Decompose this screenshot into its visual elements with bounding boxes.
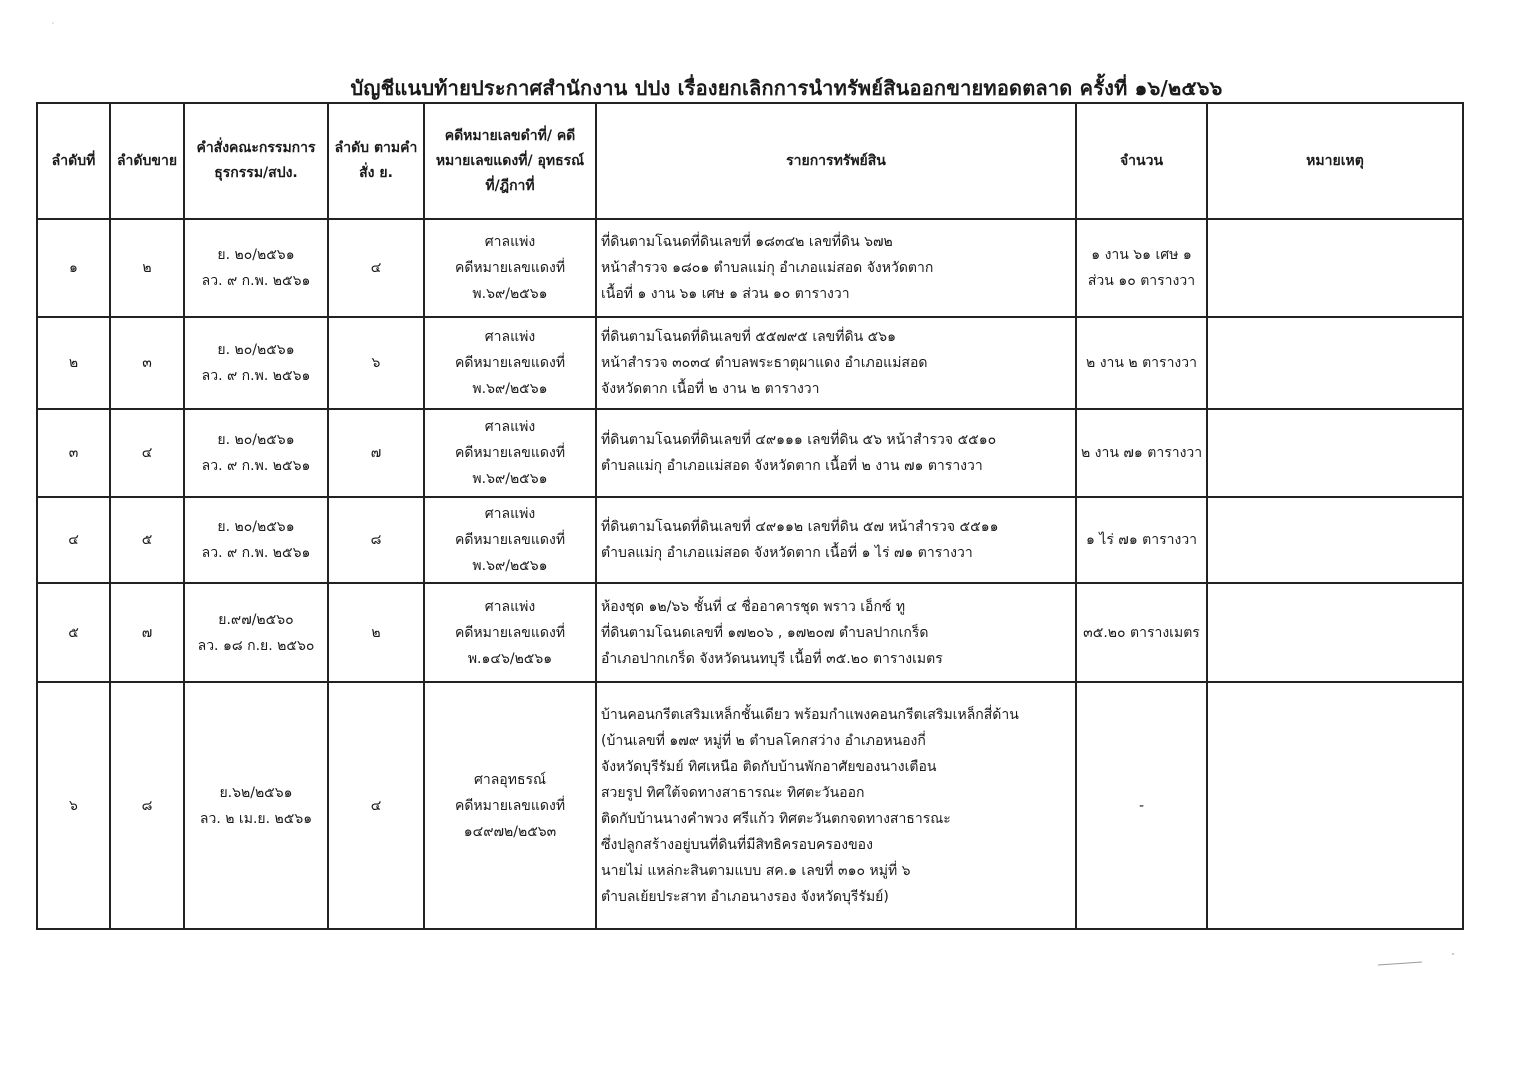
cell-case-line: พ.๖๙/๒๕๖๑ [472,558,548,574]
cell-amount-line: ๒ งาน ๒ ตารางวา [1086,355,1197,371]
header-order-line: ธุรกรรม/สปง. [214,165,298,181]
cell-case [424,317,596,409]
cell-order-line: ย. ๒๐/๒๕๖๑ [217,519,295,535]
cell-order [184,317,328,409]
cell-order [184,409,328,497]
cell-asset-line: หน้าสำรวจ ๓๐๓๔ ตำบลพระธาตุผาแดง อำเภอแม่สอด [601,355,928,371]
cell-amount-line: ๓๕.๒๐ ตารางเมตร [1083,624,1200,641]
asset-cancellation-table [36,102,1464,930]
cell-case-line: ศาลแพ่ง [484,506,536,522]
cell-asset-line: ห้องชุด ๑๒/๖๖ ชั้นที่ ๔ ชื่ออาคารชุด พราว เอ็กซ์ ทู [601,598,906,615]
header-case-line: อุทธรณ์ที่/ฎีกาที่ [485,152,585,194]
cell-asset-line: ที่ดินตามโฉนดที่ดินเลขที่ ๔๙๑๑๑ เลขที่ดิน ๕๖ หน้าสำรวจ ๕๕๑๐ [601,432,997,448]
cell-remark [1207,219,1463,317]
cell-no: ๒ [37,317,110,409]
cell-case-line: คดีหมายเลขแดงที่ [454,624,566,641]
cell-case-line: ศาลแพ่ง [484,598,536,615]
cell-remark [1207,583,1463,682]
cell-amount [1076,583,1207,682]
scan-dot [52,22,54,24]
header-case-line: คดีหมายเลขแดงที่/ [435,127,576,169]
cell-seq: ๒ [328,583,424,682]
cell-order-line: ลว. ๙ ก.พ. ๒๕๖๑ [201,458,311,474]
cell-asset-line: หน้าสำรวจ ๑๘๐๑ ตำบลแม่กุ อำเภอแม่สอด จังหวัดตาก [601,260,934,276]
cell-order-line: ลว. ๒ เม.ย. ๒๕๖๑ [199,810,313,827]
header-seq-line: ตามคำสั่ง ย. [359,140,418,181]
cell-order-line: ย. ๒๐/๒๕๖๑ [217,432,295,448]
cell-amount-line: ๒ งาน ๗๑ ตารางวา [1081,445,1203,461]
cell-order-line: ย.๖๒/๒๕๖๑ [219,784,293,801]
cell-remark [1207,682,1463,929]
header-seq [328,103,424,219]
cell-asset [596,682,1076,929]
cell-asset-line: (บ้านเลขที่ ๑๗๙ หมู่ที่ ๒ ตำบลโคกสว่าง อำเภอหนองกี่ [601,732,926,749]
cell-case-line: ๑๔๙๗๒/๒๕๖๓ [463,823,557,840]
cell-remark [1207,317,1463,409]
cell-order-line: ลว. ๙ ก.พ. ๒๕๖๑ [201,273,311,289]
table-row [37,583,1463,682]
header-case [424,103,596,219]
table-row [37,497,1463,583]
cell-case [424,219,596,317]
cell-sale-no: ๕ [110,497,184,583]
cell-asset [596,317,1076,409]
header-order-line: คำสั่งคณะกรรมการ [196,140,316,156]
cell-asset-line: ตำบลเย้ยประสาท อำเภอนางรอง จังหวัดบุรีรัมย์) [601,888,889,905]
cell-asset-line: ติดกับบ้านนางคำพวง ศรีแก้ว ทิศตะวันตกจดทางสาธารณะ [601,810,951,827]
cell-order [184,682,328,929]
scan-dot [1452,953,1454,955]
cell-case-line: ศาลแพ่ง [484,329,536,345]
cell-case-line: พ.๑๔๖/๒๕๖๑ [467,650,553,667]
cell-no: ๑ [37,219,110,317]
document-title: บัญชีแนบท้ายประกาศสำนักงาน ปปง เรื่องยกเลิกการนำทรัพย์สินออกขายทอดตลาด ครั้งที่ ๑๖/๒๕๖๖ [350,76,1223,100]
cell-asset-line: ที่ดินตามโฉนดเลขที่ ๑๗๒๐๖ , ๑๗๒๐๗ ตำบลปากเกร็ด [601,624,929,641]
cell-amount [1076,317,1207,409]
cell-order [184,497,328,583]
header-seq-line: ลำดับ [334,140,370,156]
cell-no: ๕ [37,583,110,682]
cell-amount-line: - [1138,797,1145,814]
table-row [37,317,1463,409]
cell-case-line: ศาลแพ่ง [484,234,536,250]
cell-remark [1207,409,1463,497]
cell-case-line: คดีหมายเลขแดงที่ [454,797,566,814]
cell-order-line: ย.๙๗/๒๕๖๐ [218,611,294,628]
cell-asset-line: นายไม่ แหล่กะสินตามแบบ สค.๑ เลขที่ ๓๑๐ หมู่ที่ ๖ [601,862,911,879]
cell-amount-line: ๑ งาน ๖๑ เศษ ๑ [1091,247,1192,263]
table-row [37,682,1463,929]
cell-asset-line: ตำบลแม่กุ อำเภอแม่สอด จังหวัดตาก เนื้อที่ ๒ งาน ๗๑ ตารางวา [601,458,983,474]
cell-asset-line: ซึ่งปลูกสร้างอยู่บนที่ดินที่มีสิทธิครอบครองของ [601,836,873,853]
cell-amount [1076,682,1207,929]
cell-case-line: คดีหมายเลขแดงที่ [454,260,566,276]
cell-case-line: พ.๖๙/๒๕๖๑ [472,381,548,397]
header-asset: รายการทรัพย์สิน [596,103,1076,219]
cell-case-line: ศาลแพ่ง [484,419,536,435]
cell-case [424,497,596,583]
cell-no: ๔ [37,497,110,583]
cell-asset [596,409,1076,497]
cell-asset-line: ตำบลแม่กุ อำเภอแม่สอด จังหวัดตาก เนื้อที่ ๑ ไร่ ๗๑ ตารางวา [601,545,973,561]
cell-order [184,583,328,682]
header-sale-no: ลำดับขาย [110,103,184,219]
cell-seq: ๘ [328,497,424,583]
cell-amount [1076,219,1207,317]
cell-case-line: คดีหมายเลขแดงที่ [454,532,566,548]
cell-no: ๖ [37,682,110,929]
cell-case [424,583,596,682]
header-order [184,103,328,219]
table-row [37,219,1463,317]
cell-seq: ๔ [328,219,424,317]
cell-asset-line: ที่ดินตามโฉนดที่ดินเลขที่ ๑๘๓๔๒ เลขที่ดิน ๖๗๒ [601,234,893,250]
cell-asset-line: ที่ดินตามโฉนดที่ดินเลขที่ ๔๙๑๑๒ เลขที่ดิน ๕๗ หน้าสำรวจ ๕๕๑๑ [601,519,999,535]
cell-asset-line: บ้านคอนกรีตเสริมเหล็กชั้นเดียว พร้อมกำแพงคอนกรีตเสริมเหล็กสี่ด้าน [601,706,1019,723]
table-body [37,219,1463,929]
cell-seq: ๗ [328,409,424,497]
header-amount: จำนวน [1076,103,1207,219]
cell-asset [596,583,1076,682]
cell-order-line: ย. ๒๐/๒๕๖๑ [217,247,295,263]
cell-order-line: ลว. ๑๘ ก.ย. ๒๕๖๐ [197,637,315,654]
cell-amount [1076,409,1207,497]
cell-remark [1207,497,1463,583]
cell-asset-line: จังหวัดบุรีรัมย์ ทิศเหนือ ติดกับบ้านพักอาศัยของนางเตือน [601,758,937,775]
header-case-line: คดีหมายเลขดำที่/ [444,127,552,144]
cell-seq: ๔ [328,682,424,929]
cell-order-line: ลว. ๙ ก.พ. ๒๕๖๑ [201,368,311,384]
cell-sale-no: ๒ [110,219,184,317]
cell-asset [596,497,1076,583]
cell-sale-no: ๓ [110,317,184,409]
cell-asset-line: เนื้อที่ ๑ งาน ๖๑ เศษ ๑ ส่วน ๑๐ ตารางวา [601,286,850,302]
cell-case-line: พ.๖๙/๒๕๖๑ [472,286,548,302]
cell-case-line: ศาลอุทธรณ์ [473,771,547,788]
cell-no: ๓ [37,409,110,497]
cell-order [184,219,328,317]
table-header-row [37,103,1463,219]
header-no: ลำดับที่ [37,103,110,219]
scan-mark [1378,961,1422,966]
cell-sale-no: ๘ [110,682,184,929]
cell-seq: ๖ [328,317,424,409]
cell-amount [1076,497,1207,583]
cell-case [424,682,596,929]
cell-amount-line: ๑ ไร่ ๗๑ ตารางวา [1085,532,1198,548]
cell-order-line: ย. ๒๐/๒๕๖๑ [217,342,295,358]
cell-case [424,409,596,497]
cell-asset [596,219,1076,317]
cell-sale-no: ๔ [110,409,184,497]
cell-asset-line: สวยรูป ทิศใต้จดทางสาธารณะ ทิศตะวันออก [601,784,865,801]
header-remark: หมายเหตุ [1207,103,1463,219]
cell-order-line: ลว. ๙ ก.พ. ๒๕๖๑ [201,545,311,561]
cell-asset-line: อำเภอปากเกร็ด จังหวัดนนทบุรี เนื้อที่ ๓๕.๒๐ ตารางเมตร [601,650,943,667]
cell-amount-line: ส่วน ๑๐ ตารางวา [1087,273,1196,289]
cell-case-line: พ.๖๙/๒๕๖๑ [472,471,548,487]
cell-case-line: คดีหมายเลขแดงที่ [454,355,566,371]
cell-sale-no: ๗ [110,583,184,682]
cell-asset-line: ที่ดินตามโฉนดที่ดินเลขที่ ๕๕๗๙๕ เลขที่ดิน ๕๖๑ [601,329,896,345]
table-row [37,409,1463,497]
cell-case-line: คดีหมายเลขแดงที่ [454,445,566,461]
cell-asset-line: จังหวัดตาก เนื้อที่ ๒ งาน ๒ ตารางวา [601,381,820,397]
